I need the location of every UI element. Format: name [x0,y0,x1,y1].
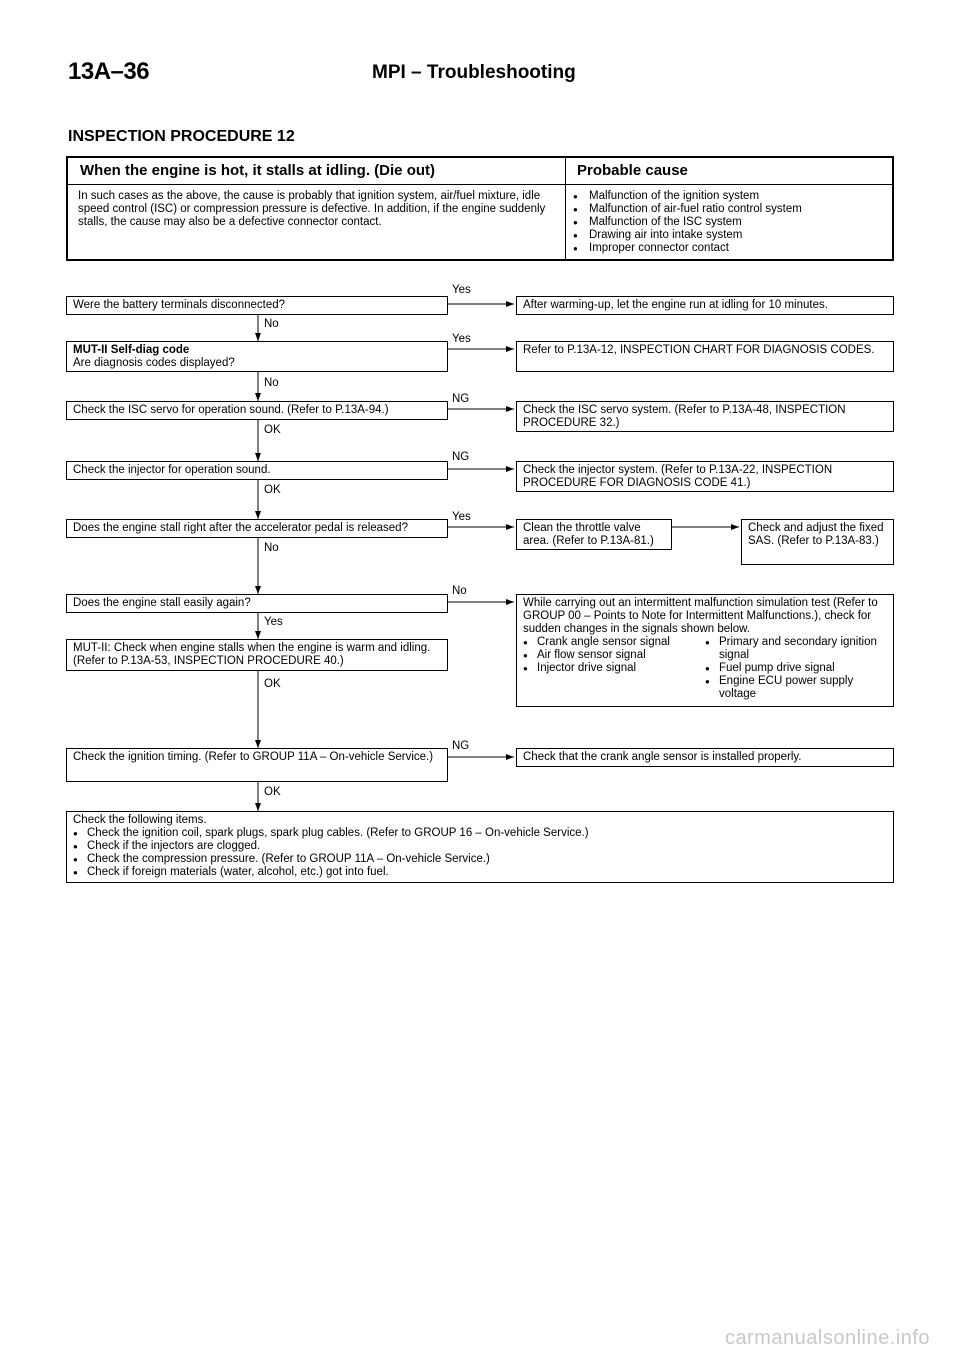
no-label: No [264,542,279,554]
self-diag-title: MUT-II Self-diag code [73,344,190,356]
probable-cause-heading: Probable cause [565,158,892,185]
page-number: 13A–36 [68,58,150,85]
cause-item: ● Malfunction of the ISC system [573,216,886,229]
step-accelerator-released: Does the engine stall right after the accelerator pedal is released? [66,519,448,538]
cause-item: ● Malfunction of air-fuel ratio control system [573,203,886,216]
no-label: No [452,585,467,597]
page-title: MPI – Troubleshooting [372,62,576,83]
step-isc-servo-sound: Check the ISC servo for operation sound. (Refer to P.13A-94.) [66,401,448,420]
signal-item: ● Crank angle sensor signal [523,636,705,649]
final-check-items [66,811,894,883]
signal-item: ● Primary and secondary ignition signal [705,636,887,662]
signals-left-list [523,636,705,701]
final-check-item: ● Check if foreign materials (water, alcohol, etc.) got into fuel. [73,866,887,879]
yes-label: Yes [452,511,471,523]
watermark: carmanualsonline.info [724,1327,930,1349]
section-title: INSPECTION PROCEDURE 12 [68,128,295,145]
ng-label: NG [452,393,470,405]
cause-item: ● Improper connector contact [573,242,886,255]
signal-item: ● Engine ECU power supply voltage [705,675,887,701]
signal-columns [523,636,887,701]
ok-label: OK [264,678,281,690]
final-check-title: Check the following items. [73,814,207,826]
final-check-list [73,827,887,879]
step-stall-easily-again: Does the engine stall easily again? [66,594,448,613]
cause-item: ● Drawing air into intake system [573,229,886,242]
no-label: No [264,318,279,330]
step-injector-sound: Check the injector for operation sound. [66,461,448,480]
signals-right-list [705,636,887,701]
result-adjust-fixed-sas: Check and adjust the fixed SAS. (Refer to P.13A-83.) [741,519,894,565]
ok-label: OK [264,424,281,436]
ok-label: OK [264,484,281,496]
signal-item: ● Fuel pump drive signal [705,662,887,675]
step-battery-terminals: Were the battery terminals disconnected? [66,296,448,315]
cause-item: ● Malfunction of the ignition system [573,190,886,203]
step-self-diag-code [66,341,448,372]
symptom-heading: When the engine is hot, it stalls at idling. (Die out) [68,158,565,185]
result-intermittent-simulation [516,594,894,707]
result-warm-up-idling: After warming-up, let the engine run at idling for 10 minutes. [516,296,894,315]
final-check-item: ● Check the ignition coil, spark plugs, spark plug cables. (Refer to GROUP 16 – On-vehicle Service.) [73,827,887,840]
self-diag-question: Are diagnosis codes displayed? [73,357,235,369]
yes-label: Yes [452,284,471,296]
simulation-instructions: While carrying out an intermittent malfunction simulation test (Refer to GROUP 00 – Points to Note for Intermittent Malfunctions.), check for sudden changes in the signals shown below. [523,597,878,635]
signal-item: ● Injector drive signal [523,662,705,675]
yes-label: Yes [264,616,283,628]
yes-label: Yes [452,333,471,345]
step-ignition-timing: Check the ignition timing. (Refer to GROUP 11A – On-vehicle Service.) [66,748,448,782]
step-mut-stall-check: MUT-II: Check when engine stalls when the engine is warm and idling. (Refer to P.13A-53, INSPECTION PROCEDURE 40.) [66,639,448,671]
result-crank-angle-sensor: Check that the crank angle sensor is installed properly. [516,748,894,767]
result-injector-system: Check the injector system. (Refer to P.13A-22, INSPECTION PROCEDURE FOR DIAGNOSIS CODE 41.) [516,461,894,492]
final-check-item: ● Check the compression pressure. (Refer to GROUP 11A – On-vehicle Service.) [73,853,887,866]
ng-label: NG [452,451,470,463]
final-check-item: ● Check if the injectors are clogged. [73,840,887,853]
ok-label: OK [264,786,281,798]
result-clean-throttle-valve: Clean the throttle valve area. (Refer to P.13A-81.) [516,519,672,550]
result-isc-servo-system: Check the ISC servo system. (Refer to P.13A-48, INSPECTION PROCEDURE 32.) [516,401,894,432]
signal-item: ● Air flow sensor signal [523,649,705,662]
symptom-text: In such cases as the above, the cause is probably that ignition system, air/fuel mixture, idle speed control (ISC) or compression pressure is defective. In addition, if the engine suddenly stalls, the cause may also be a defective connector contact. [78,190,546,228]
result-diagnosis-chart: Refer to P.13A-12, INSPECTION CHART FOR DIAGNOSIS CODES. [516,341,894,372]
no-label: No [264,377,279,389]
ng-label: NG [452,740,470,752]
